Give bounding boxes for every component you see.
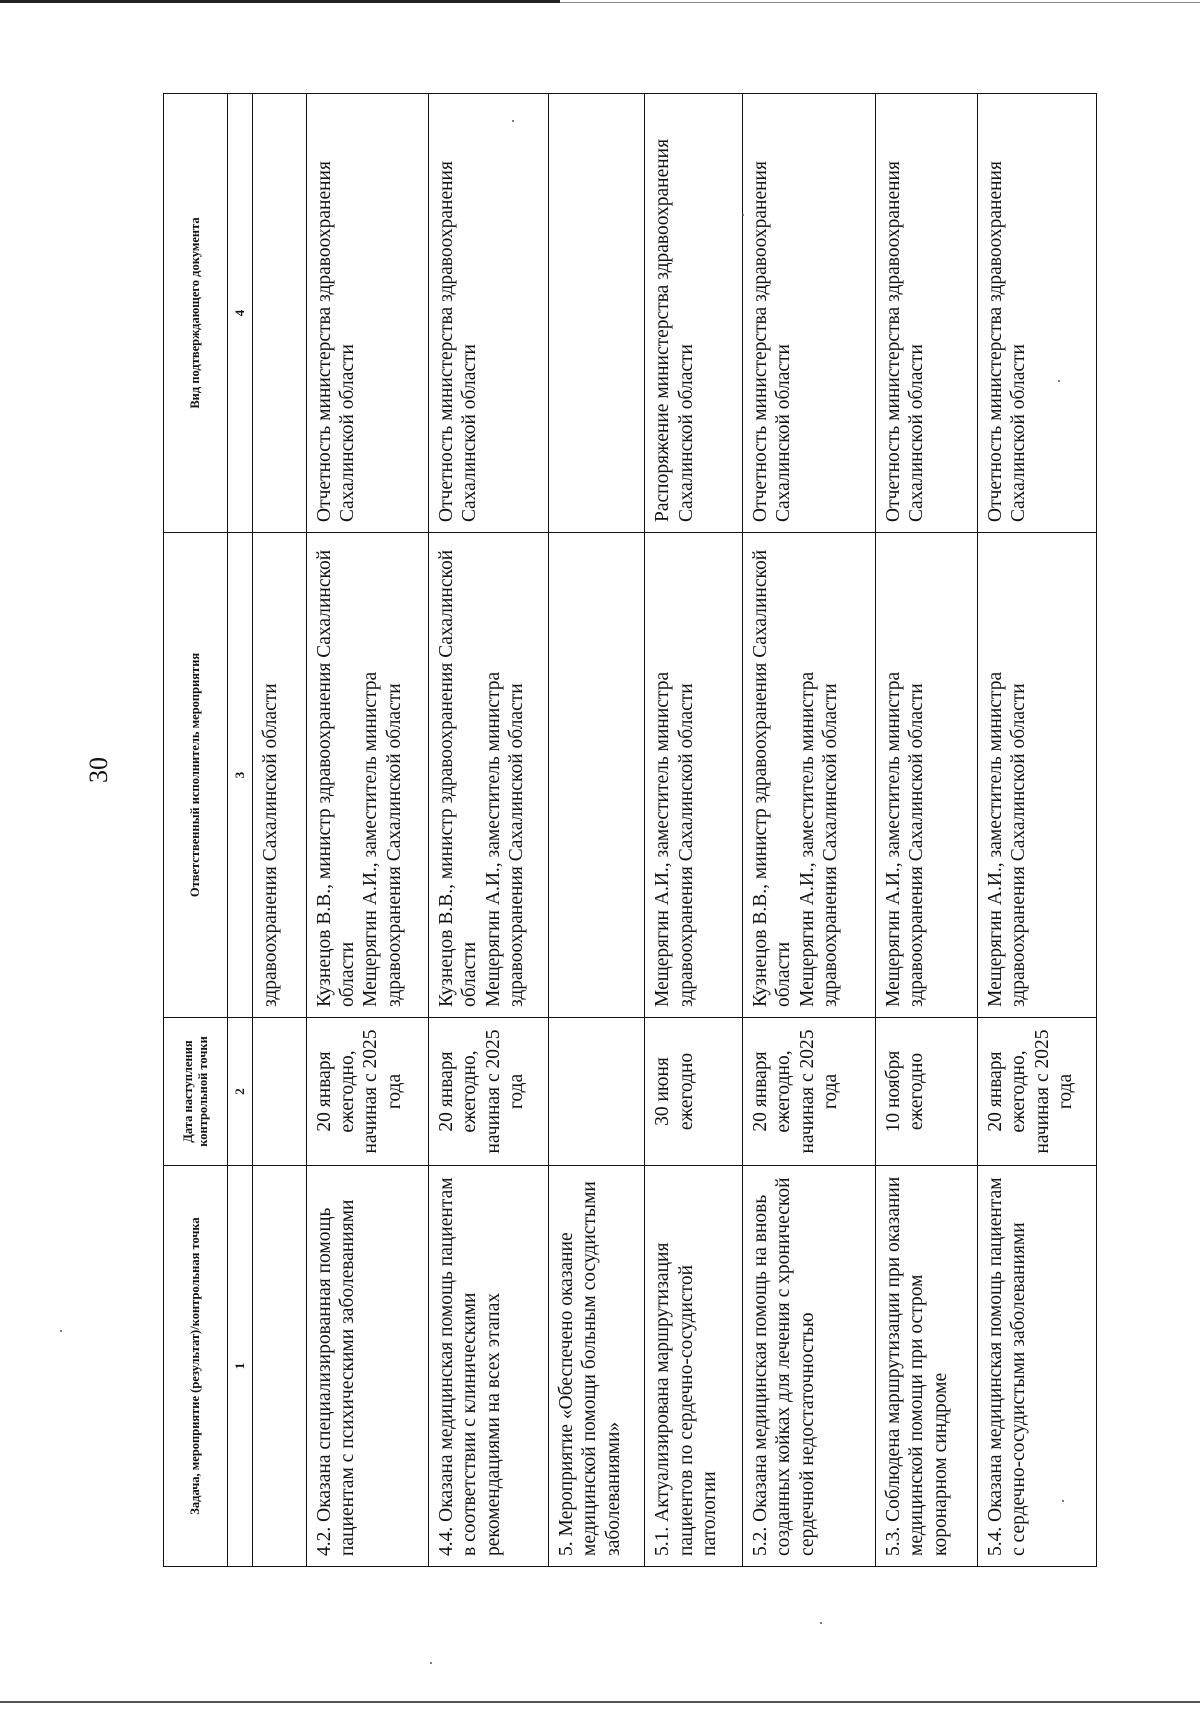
date-line: 30 июня [652,1057,674,1126]
date-line: 20 января [435,1051,457,1132]
table-row [876,94,978,1567]
document-cell: Отчетность министерства здравоохранения Сахалинской области [306,94,428,533]
page-number: 30 [84,757,113,783]
date-line: 20 января [984,1051,1006,1132]
task-cell: 4.2. Оказана специализированная помощь пациентам с психическими заболеваниями [306,1166,428,1567]
table-row [548,94,645,1567]
task-cell: 5.2. Оказана медицинская помощь на вновь созданных койках для лечения с хронической сердечной недостаточностью [743,1166,876,1567]
executor-entry: Кузнецов В.В., министр здравоохранения Сахалинской области [435,549,481,1007]
date-line: начиная с 2025 [360,1029,382,1154]
date-line: 20 января [750,1051,772,1132]
task-cell: 5.4. Оказана медицинская помощь пациентам с сердечно-сосудистыми заболеваниями [977,1166,1096,1567]
task-cell: 5.1. Актуализирована маршрутизация пациентов по сердечно-сосудистой патологии [645,1166,743,1567]
column-number-row [228,94,253,1567]
continuation-task-cell [253,1166,307,1567]
table-row [645,94,743,1567]
header-document: Вид подтверждающего документа [164,94,228,533]
date-cell [428,1018,548,1166]
table-row [977,94,1096,1567]
date-line: ежегодно, [773,1050,795,1133]
executor-cell [645,533,743,1018]
header-date: Дата наступления контрольной точки [164,1018,228,1166]
date-line: начиная с 2025 [482,1029,504,1154]
table-header-row [164,94,228,1567]
document-cell: Распоряжение министерства здравоохранения Сахалинской области [645,94,743,533]
date-cell [743,1018,876,1166]
executor-cell [977,533,1096,1018]
document-cell: Отчетность министерства здравоохранения Сахалинской области [428,94,548,533]
date-line: начиная с 2025 [796,1029,818,1154]
column-number: 3 [228,533,253,1018]
continuation-document-cell [253,94,307,533]
date-cell [977,1018,1096,1166]
executor-entry: Мещерягин А.И., заместитель министра здравоохранения Сахалинской области [796,671,842,1007]
continuation-row [253,94,307,1567]
column-number: 2 [228,1018,253,1166]
executor-cell [306,533,428,1018]
document-cell [548,94,645,533]
executor-entry: Кузнецов В.В., министр здравоохранения Сахалинской области [313,549,358,1007]
header-executor: Ответственный исполнитель мероприятия [164,533,228,1018]
scan-edge-top-thin [560,2,1200,3]
header-task: Задача, мероприятие (результат)/контрольная точка [164,1166,228,1567]
executor-entry: Мещерягин А.И., заместитель министра здравоохранения Сахалинской области [984,671,1030,1007]
table-row [306,94,428,1567]
executor-cell [743,533,876,1018]
executor-entry: Мещерягин А.И., заместитель министра здравоохранения Сахалинской области [482,671,528,1007]
date-line: ежегодно [675,1052,697,1131]
executor-cell [428,533,548,1018]
date-cell [876,1018,978,1166]
date-line: 20 января [313,1051,335,1132]
control-points-table [163,93,1097,1567]
executor-cell [876,533,978,1018]
rotated-table-container [163,94,1097,1567]
task-cell: 4.4. Оказана медицинская помощь пациентам в соответствии с клиническими рекомендациями на всех этапах [428,1166,548,1567]
scan-edge-top [0,0,560,3]
task-cell: 5.3. Соблюдена маршрутизации при оказании медицинской помощи при остром коронарном синдроме [876,1166,978,1567]
date-line: года [506,1073,528,1110]
scan-edge-bottom [0,1701,1200,1703]
continuation-date-cell [253,1018,307,1166]
date-cell [306,1018,428,1166]
executor-entry: Мещерягин А.И., заместитель министра здравоохранения Сахалинской области [883,671,928,1007]
document-cell: Отчетность министерства здравоохранения Сахалинской области [977,94,1096,533]
date-line: начиная с 2025 [1031,1029,1053,1154]
date-line: года [383,1073,405,1110]
date-line: года [1055,1073,1077,1110]
date-cell [548,1018,645,1166]
column-number: 4 [228,94,253,533]
date-cell [645,1018,743,1166]
date-line: ежегодно, [1008,1050,1030,1133]
executor-entry: Мещерягин А.И., заместитель министра здравоохранения Сахалинской области [360,671,405,1007]
document-cell: Отчетность министерства здравоохранения Сахалинской области [743,94,876,533]
date-line: ежегодно, [459,1050,481,1133]
task-cell: 5. Мероприятие «Обеспечено оказание медицинской помощи больным сосудистыми заболеваниями» [548,1166,645,1567]
date-line: ежегодно [906,1052,928,1131]
executor-entry: Кузнецов В.В., министр здравоохранения Сахалинской области [750,549,795,1007]
date-line: ежегодно, [337,1050,358,1133]
table-row [428,94,548,1567]
date-line: года [820,1073,842,1110]
date-line: 10 ноября [883,1050,905,1133]
executor-entry: Мещерягин А.И., заместитель министра здравоохранения Сахалинской области [652,671,697,1007]
continuation-executor-cell: здравоохранения Сахалинской области [253,533,307,1018]
executor-cell [548,533,645,1018]
column-number: 1 [228,1166,253,1567]
document-cell: Отчетность министерства здравоохранения Сахалинской области [876,94,978,533]
table-row [743,94,876,1567]
